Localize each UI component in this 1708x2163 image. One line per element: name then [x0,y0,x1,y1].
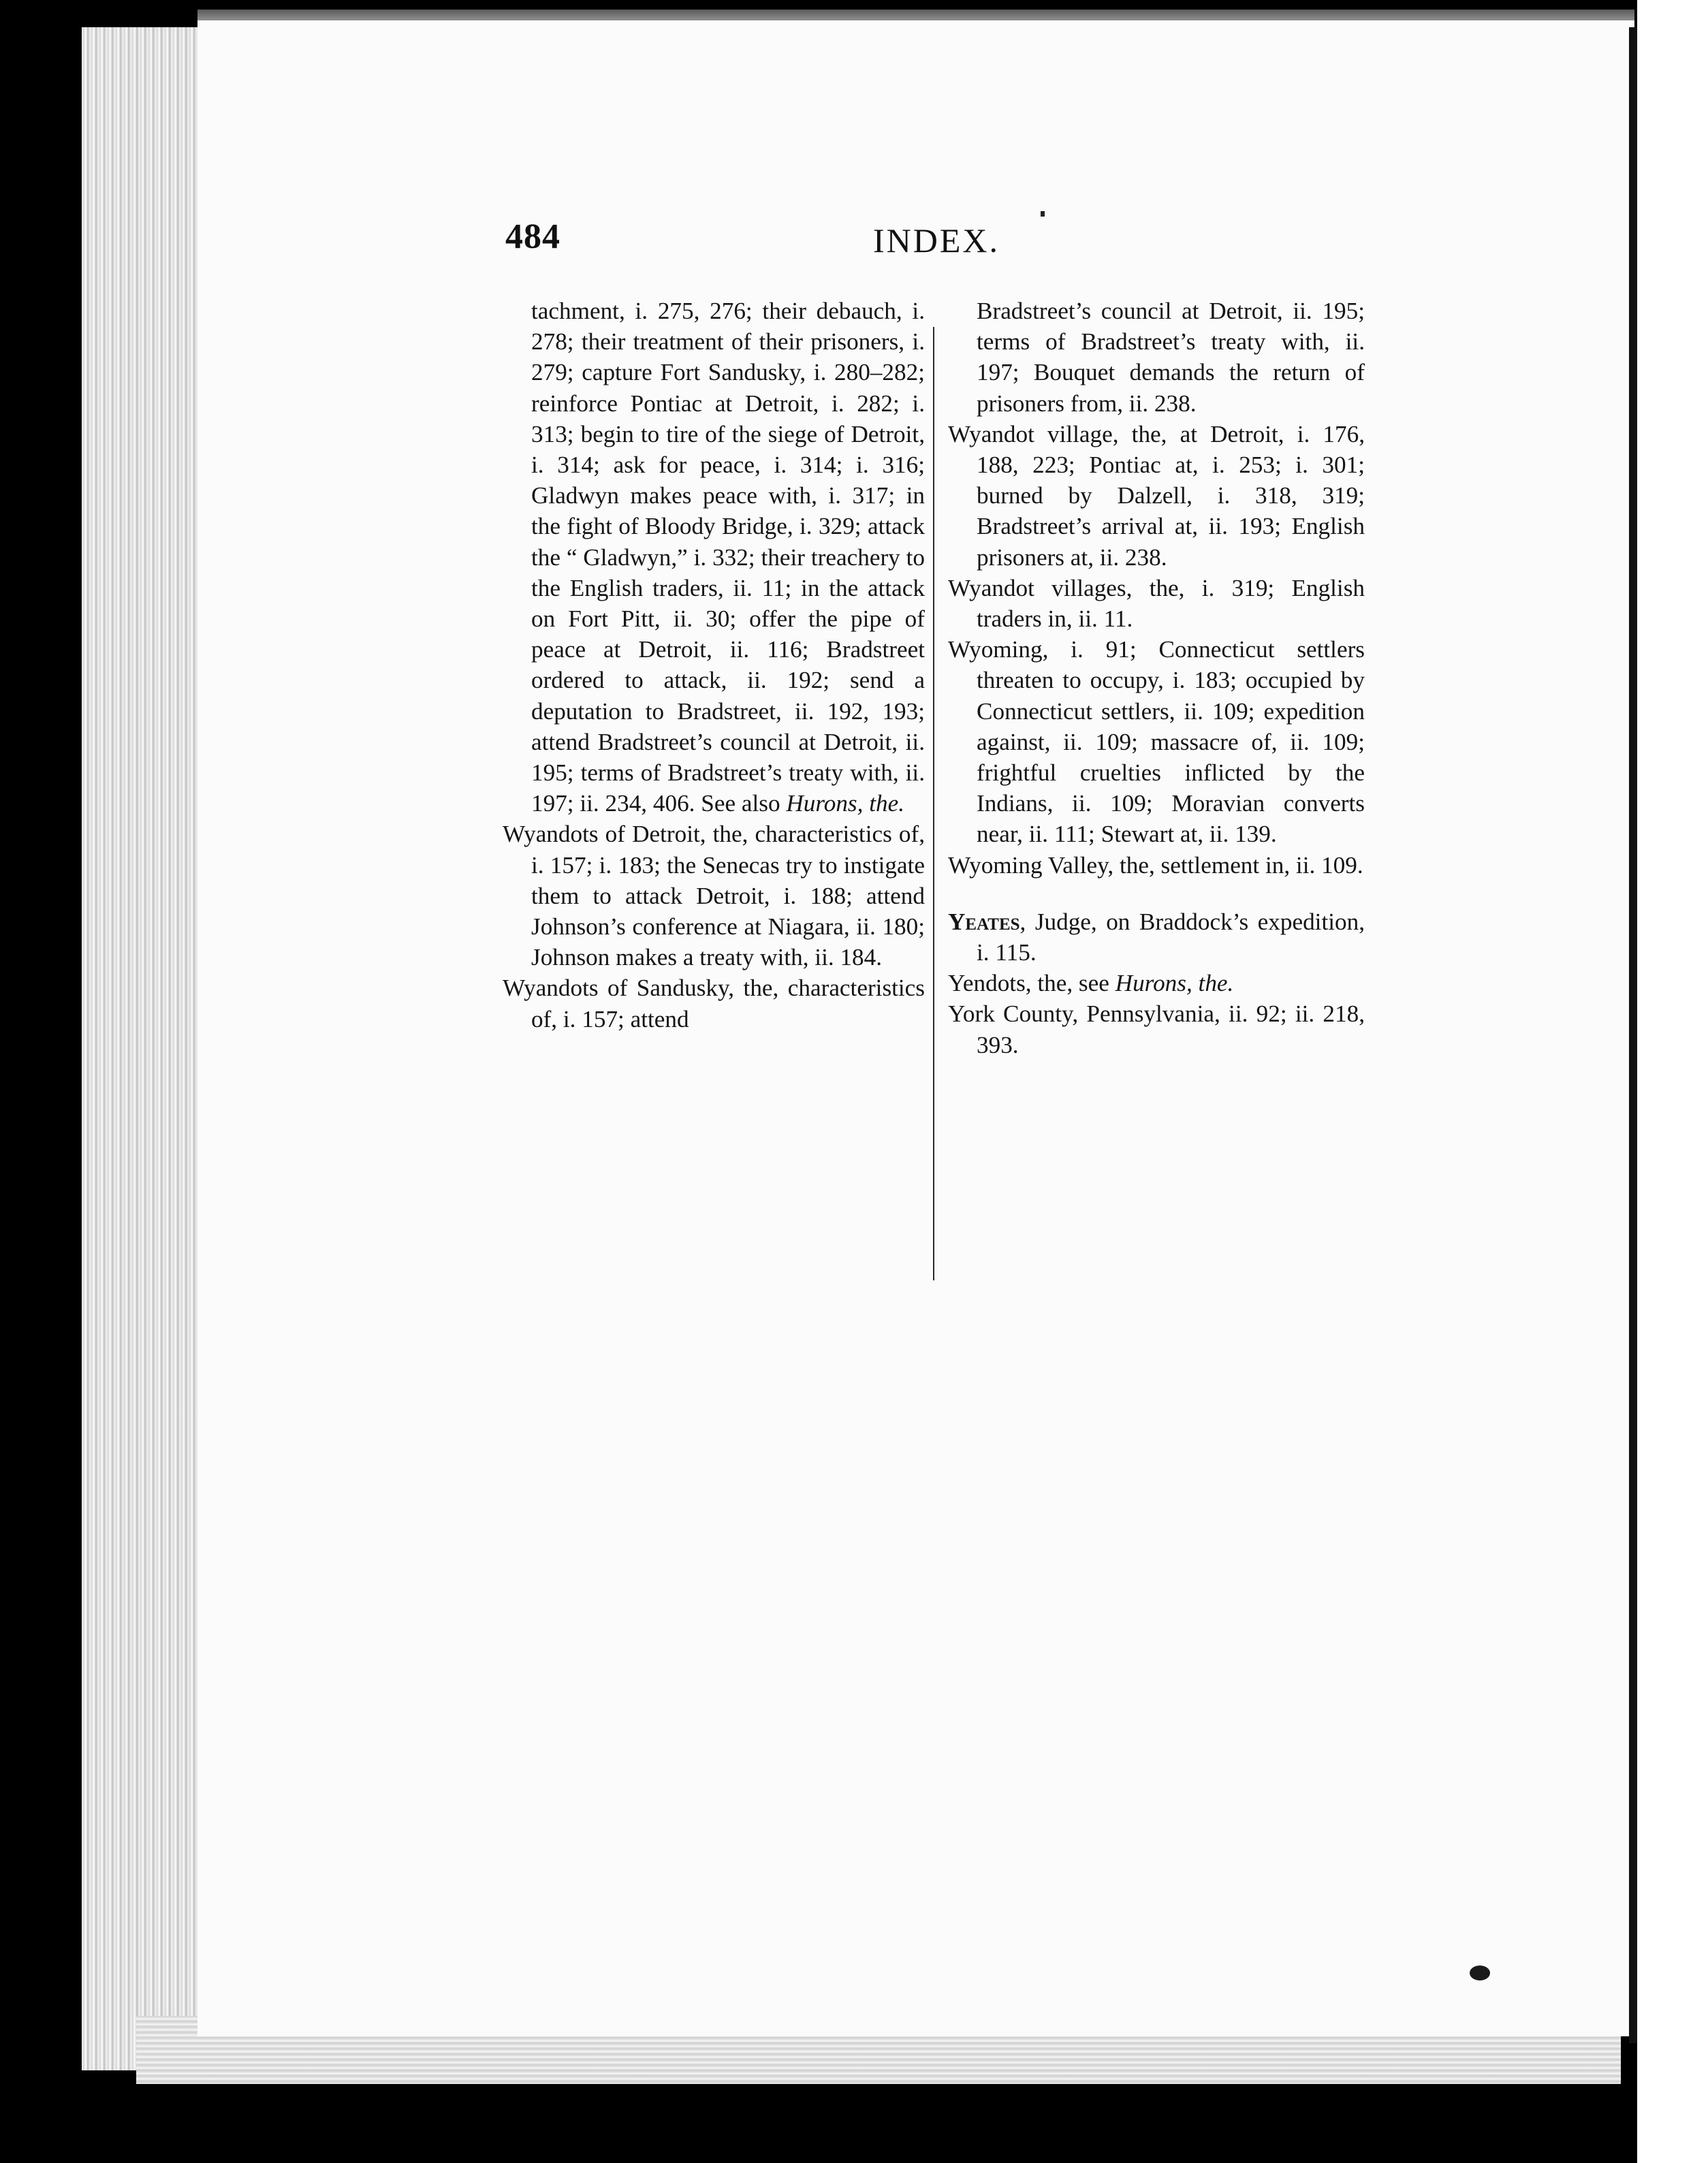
ink-blot [1470,1965,1490,1980]
entry-italic-ref: Hurons, the. [786,790,904,817]
entry-text: Wyandots of Sandusky, the, characteristics of, i. 157; attend [503,975,925,1032]
left-column [503,296,925,1035]
entry-text: Wyandots of Detroit, the, characteristics of, i. 157; i. 183; the Senecas try to instigate them to attack Detroit, i. 188; attend Johnson’s conference at Niagara, ii. 180; Johnson makes a treaty with, ii. 184. [503,821,925,971]
entry-italic-ref: Hurons, the. [1115,970,1234,997]
entry-text: Wyoming Valley, the, settlement in, ii. 109. [948,851,1363,879]
entry-text: , Judge, on Braddock’s expedition, i. 115. [977,908,1365,966]
entry-text: Wyandot village, the, at Detroit, i. 176, 188, 223; Pontiac at, i. 253; i. 301; burned by Dalzell, i. 318, 319; Bradstreet’s arrival at, ii. 193; English prisoners at, ii. 238. [948,420,1365,571]
entry-text: Wyandot villages, the, i. 319; English traders in, ii. 11. [948,574,1365,633]
entry-text: tachment, i. 275, 276; their debauch, i. 278; their treatment of their prisoners, i. 279; capture Fort Sandusky, i. 280–282; reinforce Pontiac at Detroit, i. 282; i. 313; begin to tire of the siege of Detroit, i. 314; ask for peace, i. 314; i. 316; Gladwyn makes peace with, i. 317; in the fight of Bloody Bridge, i. 329; attack the “ Gladwyn,” i. 332; their treachery to the English traders, ii. 11; in the attack on Fort Pitt, ii. 30; offer the pipe of peace at Detroit, ii. 116; Bradstreet ordered to attack, ii. 192; send a deputation to Bradstreet, ii. 192, 193; attend Bradstreet’s council at Detroit, ii. 195; terms of Bradstreet’s treaty with, ii. 197; ii. 234, 406. See also [531,298,925,817]
page-number: 484 [505,217,560,256]
index-entry [948,419,1365,573]
entry-text: Bradstreet’s council at Detroit, ii. 195; terms of Bradstreet’s treaty with, ii. 197; Bouquet demands the return of prisoners from, ii. 238. [977,298,1365,417]
column-rule [933,327,934,1280]
index-entry [948,968,1365,998]
right-gutter-shadow [1629,27,1637,2043]
index-entry [948,296,1365,419]
index-entry [948,906,1365,968]
index-entry [948,634,1365,849]
index-entry [948,573,1365,634]
ink-speck [1041,211,1045,217]
page-header [0,217,1708,264]
index-entry [948,850,1365,881]
entry-text: Yendots, the, see [948,970,1116,997]
running-head: INDEX. [873,221,1000,259]
index-entry [948,998,1365,1060]
entry-lead: Yeates [948,908,1020,935]
right-column [948,296,1365,1060]
index-entry [503,296,925,819]
index-entry [503,973,925,1034]
index-entry [503,819,925,973]
entry-text: Wyoming, i. 91; Connecticut settlers threaten to occupy, i. 183; occupied by Connecticut settlers, ii. 109; expedition against, ii. 109; massacre of, ii. 109; frightful cruelties inflicted by the Indians, ii. 109; Moravian converts near, ii. 111; Stewart at, ii. 139. [948,636,1365,848]
right-margin [1637,0,1708,2163]
book-page-edges [82,27,204,2070]
entry-text: York County, Pennsylvania, ii. 92; ii. 218, 393. [948,1000,1365,1058]
letter-section-gap [948,881,1365,906]
